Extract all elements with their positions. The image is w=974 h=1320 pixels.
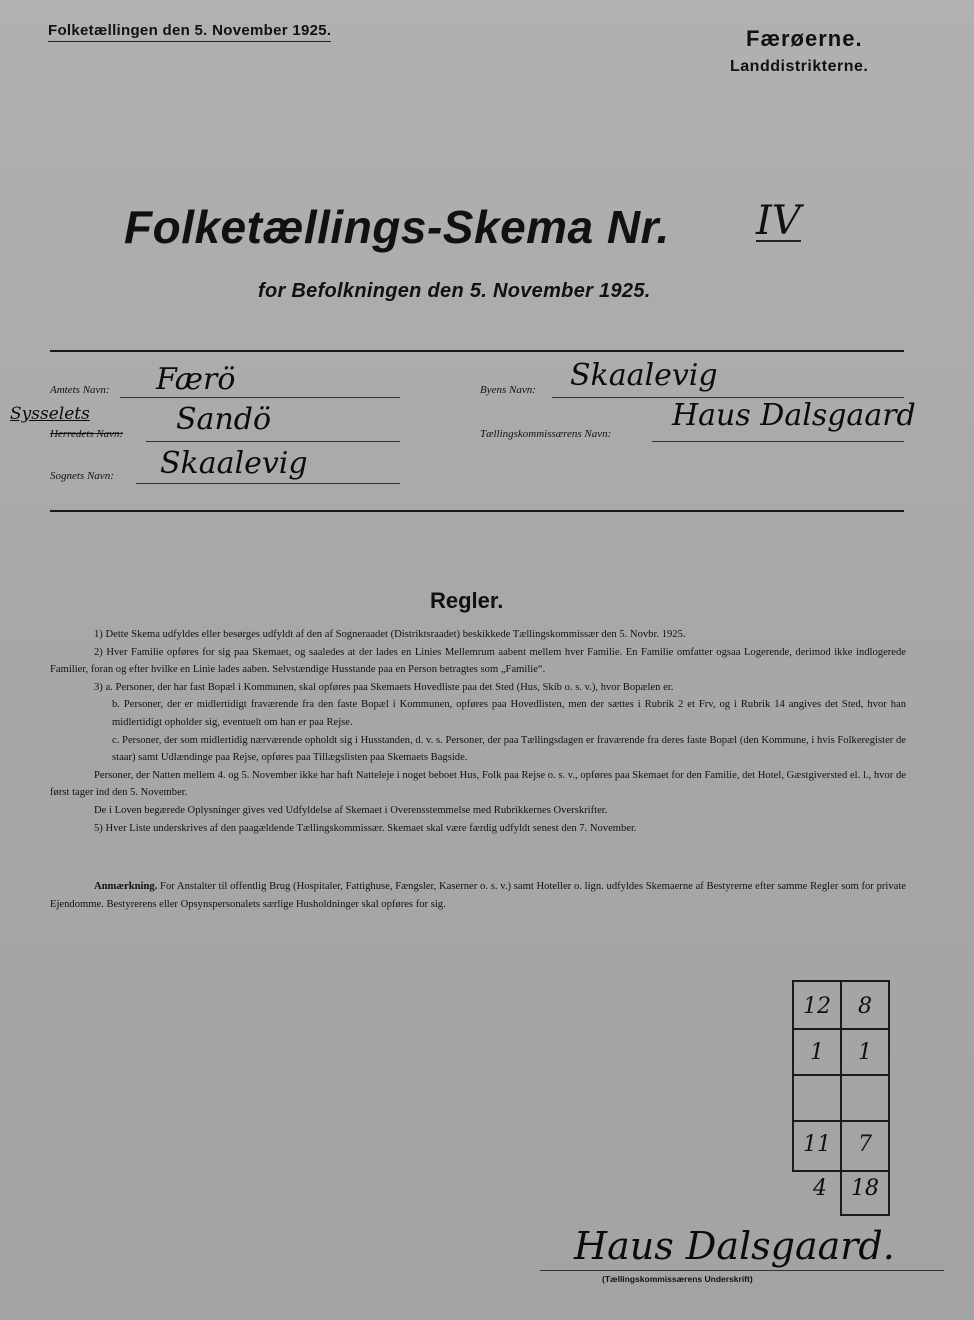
tally-box [792, 980, 890, 1172]
rules-heading: Regler. [430, 588, 504, 613]
tally-cell: 1 [858, 1040, 872, 1065]
note-block [50, 878, 906, 913]
tally-cell: 11 [803, 1132, 831, 1157]
rule-3b: b. Personer, der er midlertidigt fraværende fra den faste Bopæl i Kommunen, opføres paa Hovedlisten, men der sættes i Rubrik 2 et Frv, og i Rubrik 14 angives det Sted, hvor han midlertidigt opholder sig, eventuelt om han er paa Rejse. [112, 699, 906, 728]
kommissaer-label: Tællingskommissærens Navn: [480, 428, 612, 440]
amt-label: Amtets Navn: [50, 384, 110, 396]
herred-value: Sandö [176, 402, 272, 437]
rule-5: 5) Hver Liste underskrives af den paagældende Tællingskommissær. Skemaet skal være færdig udfyldt senest den 7. November. [94, 822, 637, 834]
tally-cell [794, 1076, 840, 1122]
sogn-line [136, 483, 400, 484]
tally-cell: 7 [858, 1132, 872, 1157]
herred-line [146, 441, 400, 442]
tally-cell: 12 [803, 994, 831, 1019]
signature: Haus Dalsgaard. [574, 1224, 895, 1268]
form-number: IV [756, 198, 801, 244]
top-rule [50, 350, 904, 352]
signature-line [540, 1270, 944, 1271]
rule-3c: c. Personer, der som midlertidig nærværende opholdt sig i Husstanden, d. v. s. Personer, der paa Tællingsdagen er fraværende fra deres faste Bopæl (den Kommune, i hvis Folkeregister de staar) samt Udlændinge paa Rejse, opføres paa Tillægslisten paa Skemaets Bagside. [112, 734, 906, 764]
region-title: Færøerne. [746, 26, 863, 51]
note-text: For Anstalter til offentlig Brug (Hospitaler, Fattighuse, Fængsler, Kaserner o. s. v.) samt Hoteller o. lign. udfyldes Skemaerne af Bestyrerne efter samme Regler som for private Ejendomme. Bestyrerens eller Opsynspersonalets særlige Husholdninger skal opføres for sig. [50, 881, 906, 910]
region-subtitle: Landdistrikterne. [730, 58, 869, 75]
rule-1: 1) Dette Skema udfyldes eller besørges udfyldt af den af Sogneraadet (Distriktsraadet) beskikkede Tællingskommissær den 5. Novbr. 1925. [94, 629, 686, 640]
sogn-label: Sognets Navn: [50, 470, 114, 482]
sogn-value: Skaalevig [160, 446, 308, 481]
bottom-rule [50, 510, 904, 512]
census-date-header: Folketællingen den 5. November 1925. [48, 22, 331, 42]
rule-3a: 3) a. Personer, der har fast Bopæl i Kommunen, skal opføres paa Skemaets Hovedliste paa det Sted (Hus, Skib o. s. v.), hvor Bopælen er. [94, 681, 674, 693]
amt-line [120, 397, 400, 398]
rule-3d: Personer, der Natten mellem 4. og 5. November ikke har haft Natteleje i noget beboet Hus, Folk paa Rejse o. s. v., opføres paa Skemaet for den Familie, det Hotel, Gæstgiversted el. l., hvor de først tager ind den 5. November. [50, 769, 906, 799]
form-title: Folketællings-Skema Nr. [124, 201, 670, 253]
rule-4: De i Loven begærede Oplysninger gives ved Udfyldelse af Skemaet i Overensstemmelse med Rubrikkernes Overskrifter. [94, 804, 608, 816]
tally-cell: 1 [810, 1040, 824, 1065]
signature-caption: (Tællingskommissærens Underskrift) [602, 1274, 753, 1284]
tally-cell: 4 [813, 1176, 827, 1201]
kommissaer-line [652, 441, 904, 442]
tally-cell: 8 [858, 994, 872, 1019]
note-label: Anmærkning. [94, 881, 158, 892]
tally-cell [842, 1076, 888, 1122]
herred-label: Herredets Navn: [50, 428, 124, 440]
rule-2: 2) Hver Familie opføres for sig paa Skemaet, og saaledes at der lades en Linies Mellemrum aabent mellem hver Familie. En Familie omfatter ogsaa Logerende, derimod ikke indlogerede Familier, foran og efter hvilke en Linie lades aaben. Selvstændige Husstande paa en Person betragtes som „Familie“. [50, 646, 906, 676]
form-subtitle: for Befolkningen den 5. November 1925. [258, 280, 651, 302]
amt-value: Færö [156, 362, 236, 397]
herred-prefix: Sysselets [10, 404, 90, 424]
kommissaer-value: Haus Dalsgaard [672, 398, 916, 433]
tally-cell: 18 [851, 1176, 879, 1201]
rules-body [50, 626, 906, 837]
by-value: Skaalevig [570, 358, 718, 393]
by-label: Byens Navn: [480, 384, 536, 396]
